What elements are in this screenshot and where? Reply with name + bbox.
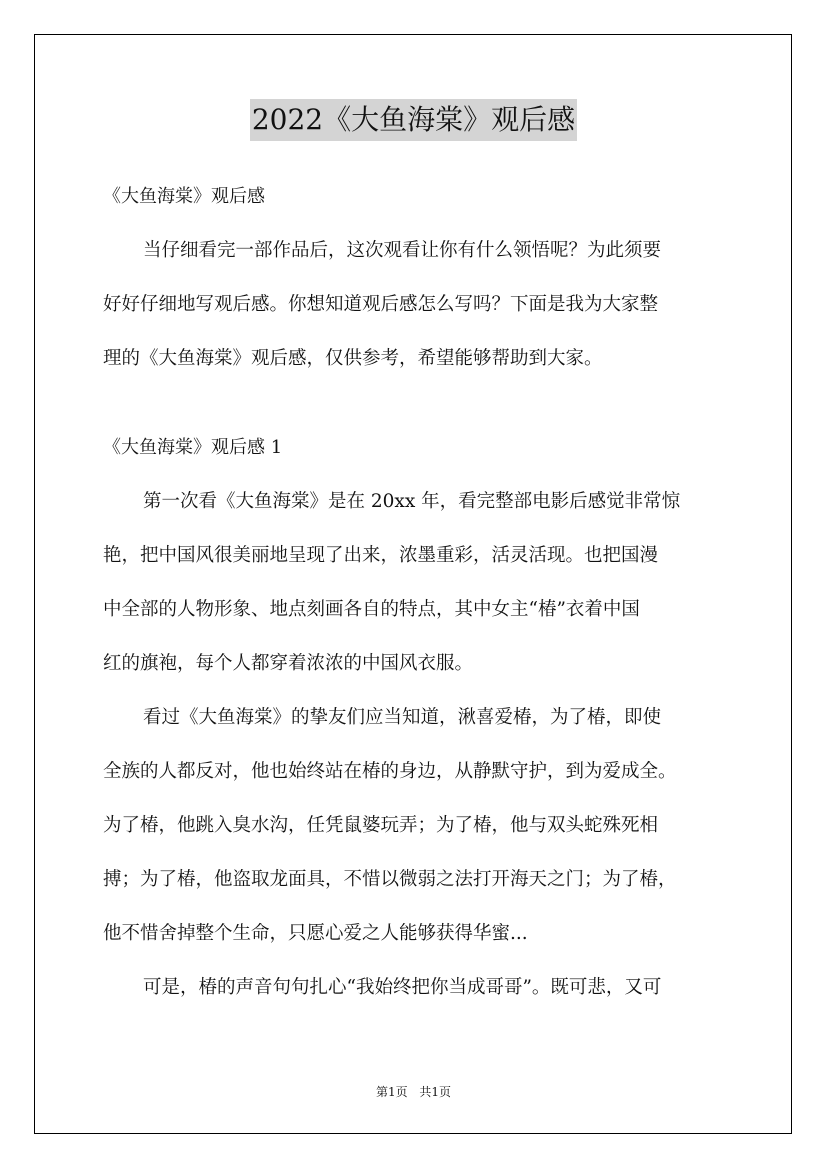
intro-line: 当仔细看完一部作品后，这次观看让你有什么领悟呢？为此须要 <box>143 240 662 261</box>
intro-heading: 《大鱼海棠》观后感 <box>103 186 265 207</box>
paragraph-line: 为了椿，他跳入臭水沟，任凭鼠婆玩弄；为了椿，他与双头蛇殊死相 <box>103 815 659 836</box>
paragraph-line: 看过《大鱼海棠》的挚友们应当知道，湫喜爱椿，为了椿，即使 <box>143 707 662 728</box>
paragraph-line: 中全部的人物形象、地点刻画各自的特点，其中女主“椿”衣着中国 <box>103 599 640 620</box>
section-heading: 《大鱼海棠》观后感 1 <box>103 437 283 458</box>
document-title: 2022《大鱼海棠》观后感 <box>250 99 577 141</box>
page-number: 第1页 <box>375 1085 408 1099</box>
paragraph-line: 艳，把中国风很美丽地呈现了出来，浓墨重彩，活灵活现。也把国漫 <box>103 545 659 566</box>
paragraph-line: 红的旗袍，每个人都穿着浓浓的中国风衣服。 <box>103 653 474 674</box>
paragraph-line: 可是，椿的声音句句扎心“我始终把你当成哥哥”。既可悲，又可 <box>143 977 662 998</box>
document-body <box>103 170 743 1015</box>
title-container <box>0 99 827 141</box>
intro-line: 好好仔细地写观后感。你想知道观后感怎么写吗？下面是我为大家整 <box>103 294 659 315</box>
intro-line: 理的《大鱼海棠》观后感，仅供参考，希望能够帮助到大家。 <box>103 348 603 369</box>
page-total: 共1页 <box>419 1085 452 1099</box>
paragraph-line: 他不惜舍掉整个生命，只愿心爱之人能够获得华蜜... <box>103 923 528 944</box>
paragraph-line: 第一次看《大鱼海棠》是在 20xx 年，看完整部电影后感觉非常惊 <box>143 491 681 512</box>
page-footer <box>0 1083 827 1101</box>
paragraph-line: 全族的人都反对，他也始终站在椿的身边，从静默守护，到为爱成全。 <box>103 761 677 782</box>
paragraph-line: 搏；为了椿，他盗取龙面具，不惜以微弱之法打开海天之门；为了椿， <box>103 869 677 890</box>
